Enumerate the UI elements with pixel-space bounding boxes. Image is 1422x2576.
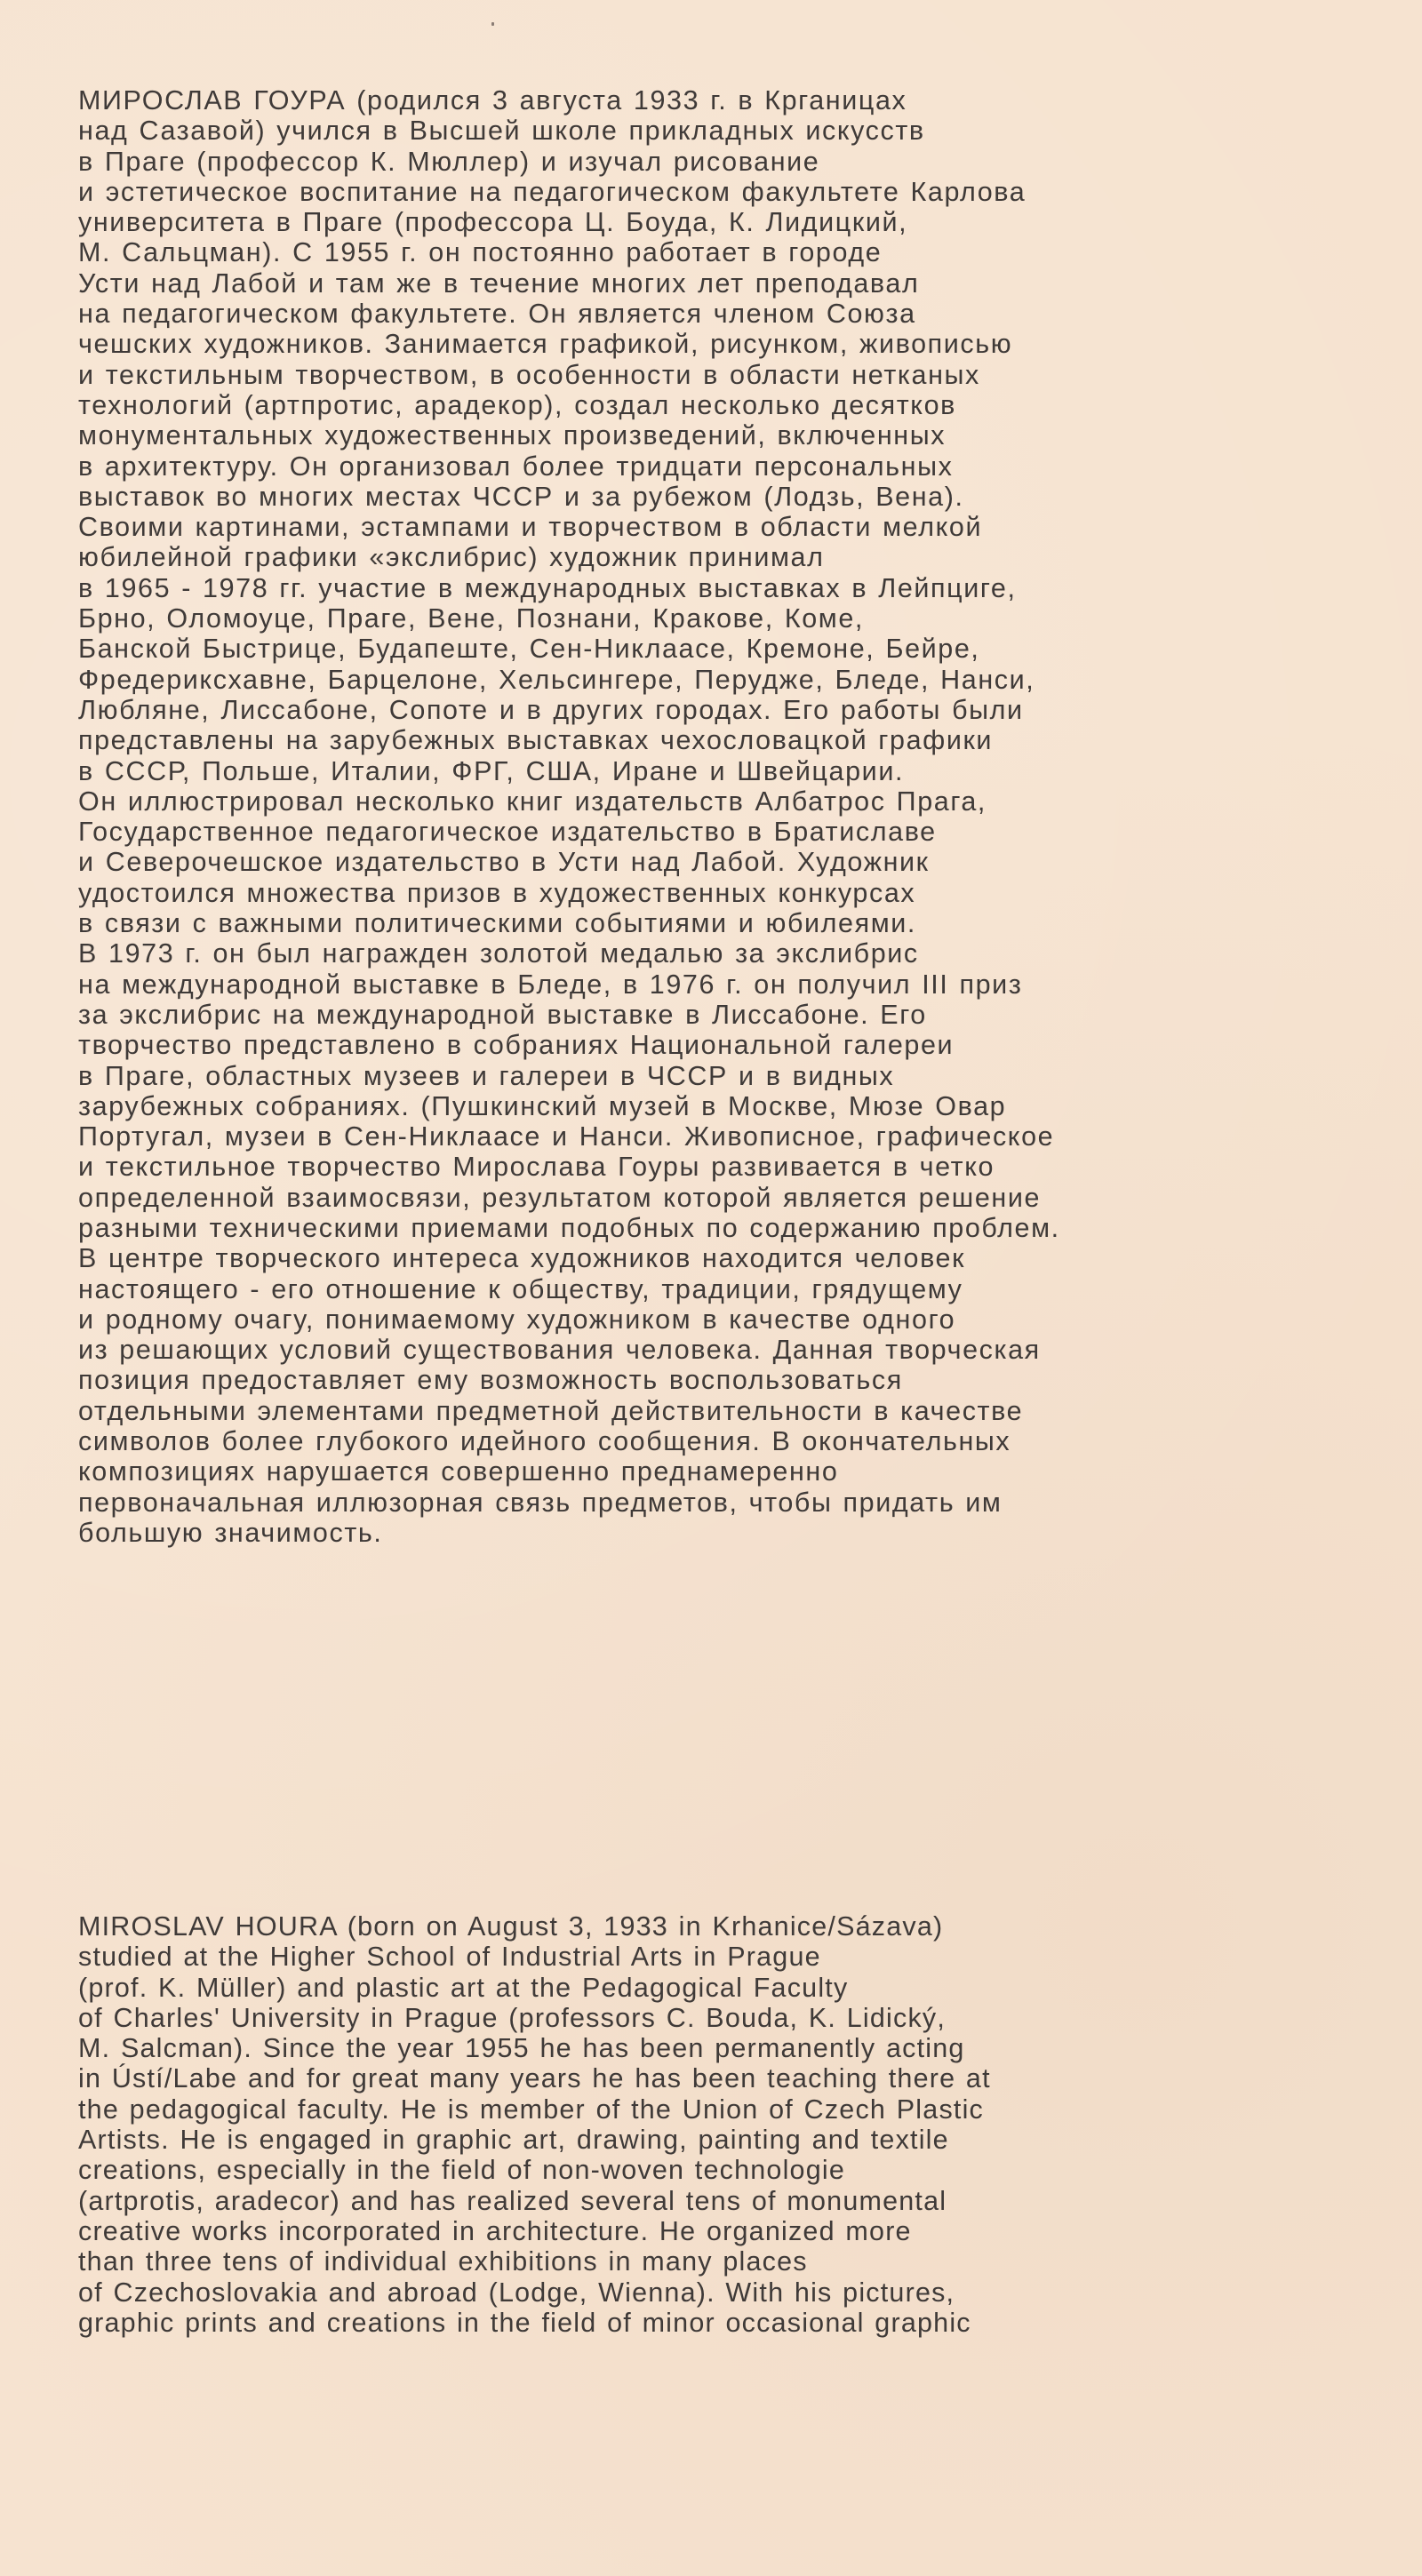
text-line: Усти над Лабой и там же в течение многих лет преподавал — [78, 267, 920, 299]
text-line: из решающих условий существования человека. Данная творческая — [78, 1335, 1041, 1366]
text-line: Фредериксхавне, Барцелоне, Хельсингере, Перудже, Бледе, Нанси, — [78, 664, 1035, 695]
text-line: и текстильное творчество Мирослава Гоуры развивается в четко — [78, 1152, 995, 1183]
text-line: в Праге (профессор К. Мюллер) и изучал рисование — [78, 146, 820, 177]
text-line: в Праге, областных музеев и галереи в ЧССР и в видных — [78, 1060, 895, 1091]
text-line: of Czechoslovakia and abroad (Lodge, Wienna). With his pictures, — [78, 2277, 955, 2308]
text-line: graphic prints and creations in the field of minor occasional graphic — [78, 2307, 971, 2338]
text-line: символов более глубокого идейного сообщения. В окончательных — [78, 1426, 1011, 1457]
text-line: МИРОСЛАВ ГОУРА (родился 3 августа 1933 г. в Крганицах — [78, 85, 907, 116]
text-line: и эстетическое воспитание на педагогическом факультете Карлова — [78, 176, 1027, 207]
text-line: и Северочешское издательство в Усти над Лабой. Художник — [78, 847, 930, 878]
text-line: творчество представлено в собраниях Национальной галереи — [78, 1030, 955, 1061]
text-line: studied at the Higher School of Industrial Arts in Prague — [78, 1942, 821, 1973]
text-line: чешских художников. Занимается графикой, рисунком, живописью — [78, 329, 1013, 360]
text-line: за экслибрис на международной выставке в Лиссабоне. Его — [78, 999, 927, 1030]
text-line: the pedagogical faculty. He is member of the Union of Czech Plastic — [78, 2093, 984, 2125]
text-line: настоящего - его отношение к обществу, традиции, грядущему — [78, 1273, 963, 1304]
text-line: удостоился множества призов в художественных конкурсах — [78, 877, 916, 908]
text-line: композициях нарушается совершенно преднамеренно — [78, 1456, 839, 1487]
russian-biography — [78, 85, 1376, 1548]
text-line: in Ústí/Labe and for great many years he has been teaching there at — [78, 2063, 991, 2094]
text-line: на международной выставке в Бледе, в 1976 г. он получил III приз — [78, 969, 1023, 1000]
text-line: монументальных художественных произведений, включенных — [78, 420, 947, 451]
english-biography — [78, 1911, 1376, 2338]
text-line: M. Salcman). Since the year 1955 he has been permanently acting — [78, 2033, 965, 2064]
text-line: Он иллюстрировал несколько книг издательств Албатрос Прага, — [78, 786, 987, 817]
text-line: В 1973 г. он был награжден золотой медалью за экслибрис — [78, 938, 919, 969]
text-line: Португал, музеи в Сен-Никлаасе и Нанси. Живописное, графическое — [78, 1121, 1055, 1152]
text-line: зарубежных собраниях. (Пушкинский музей в Москве, Мюзе Овар — [78, 1090, 1007, 1121]
text-line: (artprotis, aradecor) and has realized several tens of monumental — [78, 2185, 947, 2216]
text-line: Artists. He is engaged in graphic art, drawing, painting and textile — [78, 2125, 949, 2156]
text-line: в 1965 - 1978 гг. участие в международных выставках в Лейпциге, — [78, 572, 1017, 603]
text-line: в архитектуру. Он организовал более тридцати персональных — [78, 451, 954, 482]
text-line: разными техническими приемами подобных по содержанию проблем. — [78, 1212, 1060, 1243]
text-line: и текстильным творчеством, в особенности в области нетканых — [78, 359, 980, 390]
text-line: Банской Быстрице, Будапеште, Сен-Никлаасе, Кремоне, Бейре, — [78, 634, 980, 665]
text-line: большую значимость. — [78, 1517, 383, 1548]
text-line: определенной взаимосвязи, результатом которой является решение — [78, 1182, 1042, 1213]
text-line: Брно, Оломоуце, Праге, Вене, Познани, Кракове, Коме, — [78, 603, 864, 634]
text-line: в связи с важными политическими событиями и юбилеями. — [78, 908, 917, 939]
text-line: of Charles' University in Prague (professors C. Bouda, K. Lidický, — [78, 2002, 947, 2033]
text-line: университета в Праге (профессора Ц. Боуда, К. Лидицкий, — [78, 207, 908, 238]
text-line: на педагогическом факультете. Он является членом Союза — [78, 299, 916, 330]
text-line: В центре творческого интереса художников находится человек — [78, 1243, 966, 1274]
text-line: юбилейной графики «экслибрис) художник принимал — [78, 542, 825, 573]
text-line: MIROSLAV HOURA (born on August 3, 1933 in Krhanice/Sázava) — [78, 1911, 944, 1942]
text-line: Своими картинами, эстампами и творчеством в области мелкой — [78, 512, 983, 543]
text-line: в СССР, Польше, Италии, ФРГ, США, Иране и Швейцарии. — [78, 755, 905, 786]
text-line: представлены на зарубежных выставках чехословацкой графики — [78, 725, 994, 756]
text-line: технологий (артпротис, арадекор), создал несколько десятков — [78, 389, 956, 420]
text-line: creations, especially in the field of non-woven technologie — [78, 2155, 846, 2186]
text-line: (prof. K. Müller) and plastic art at the Pedagogical Faculty — [78, 1972, 849, 2003]
text-line: Любляне, Лиссабоне, Сопоте и в других городах. Его работы были — [78, 694, 1024, 725]
text-line: than three tens of individual exhibitions in many places — [78, 2246, 808, 2277]
text-line: и родному очагу, понимаемому художником в качестве одного — [78, 1304, 956, 1335]
text-line: над Сазавой) учился в Высшей школе прикладных искусств — [78, 116, 925, 147]
print-speck — [491, 22, 494, 26]
text-line: Государственное педагогическое издательство в Братиславе — [78, 817, 937, 848]
text-line: creative works incorporated in architecture. He organized more — [78, 2215, 912, 2246]
text-line: выставок во многих местах ЧССР и за рубежом (Лодзь, Вена). — [78, 481, 964, 512]
text-line: первоначальная иллюзорная связь предметов, чтобы придать им — [78, 1487, 1003, 1518]
text-line: отдельными элементами предметной действительности в качестве — [78, 1395, 1024, 1426]
text-line: позиция предоставляет ему возможность воспользоваться — [78, 1365, 903, 1396]
text-line: М. Сальцман). С 1955 г. он постоянно работает в городе — [78, 237, 883, 268]
